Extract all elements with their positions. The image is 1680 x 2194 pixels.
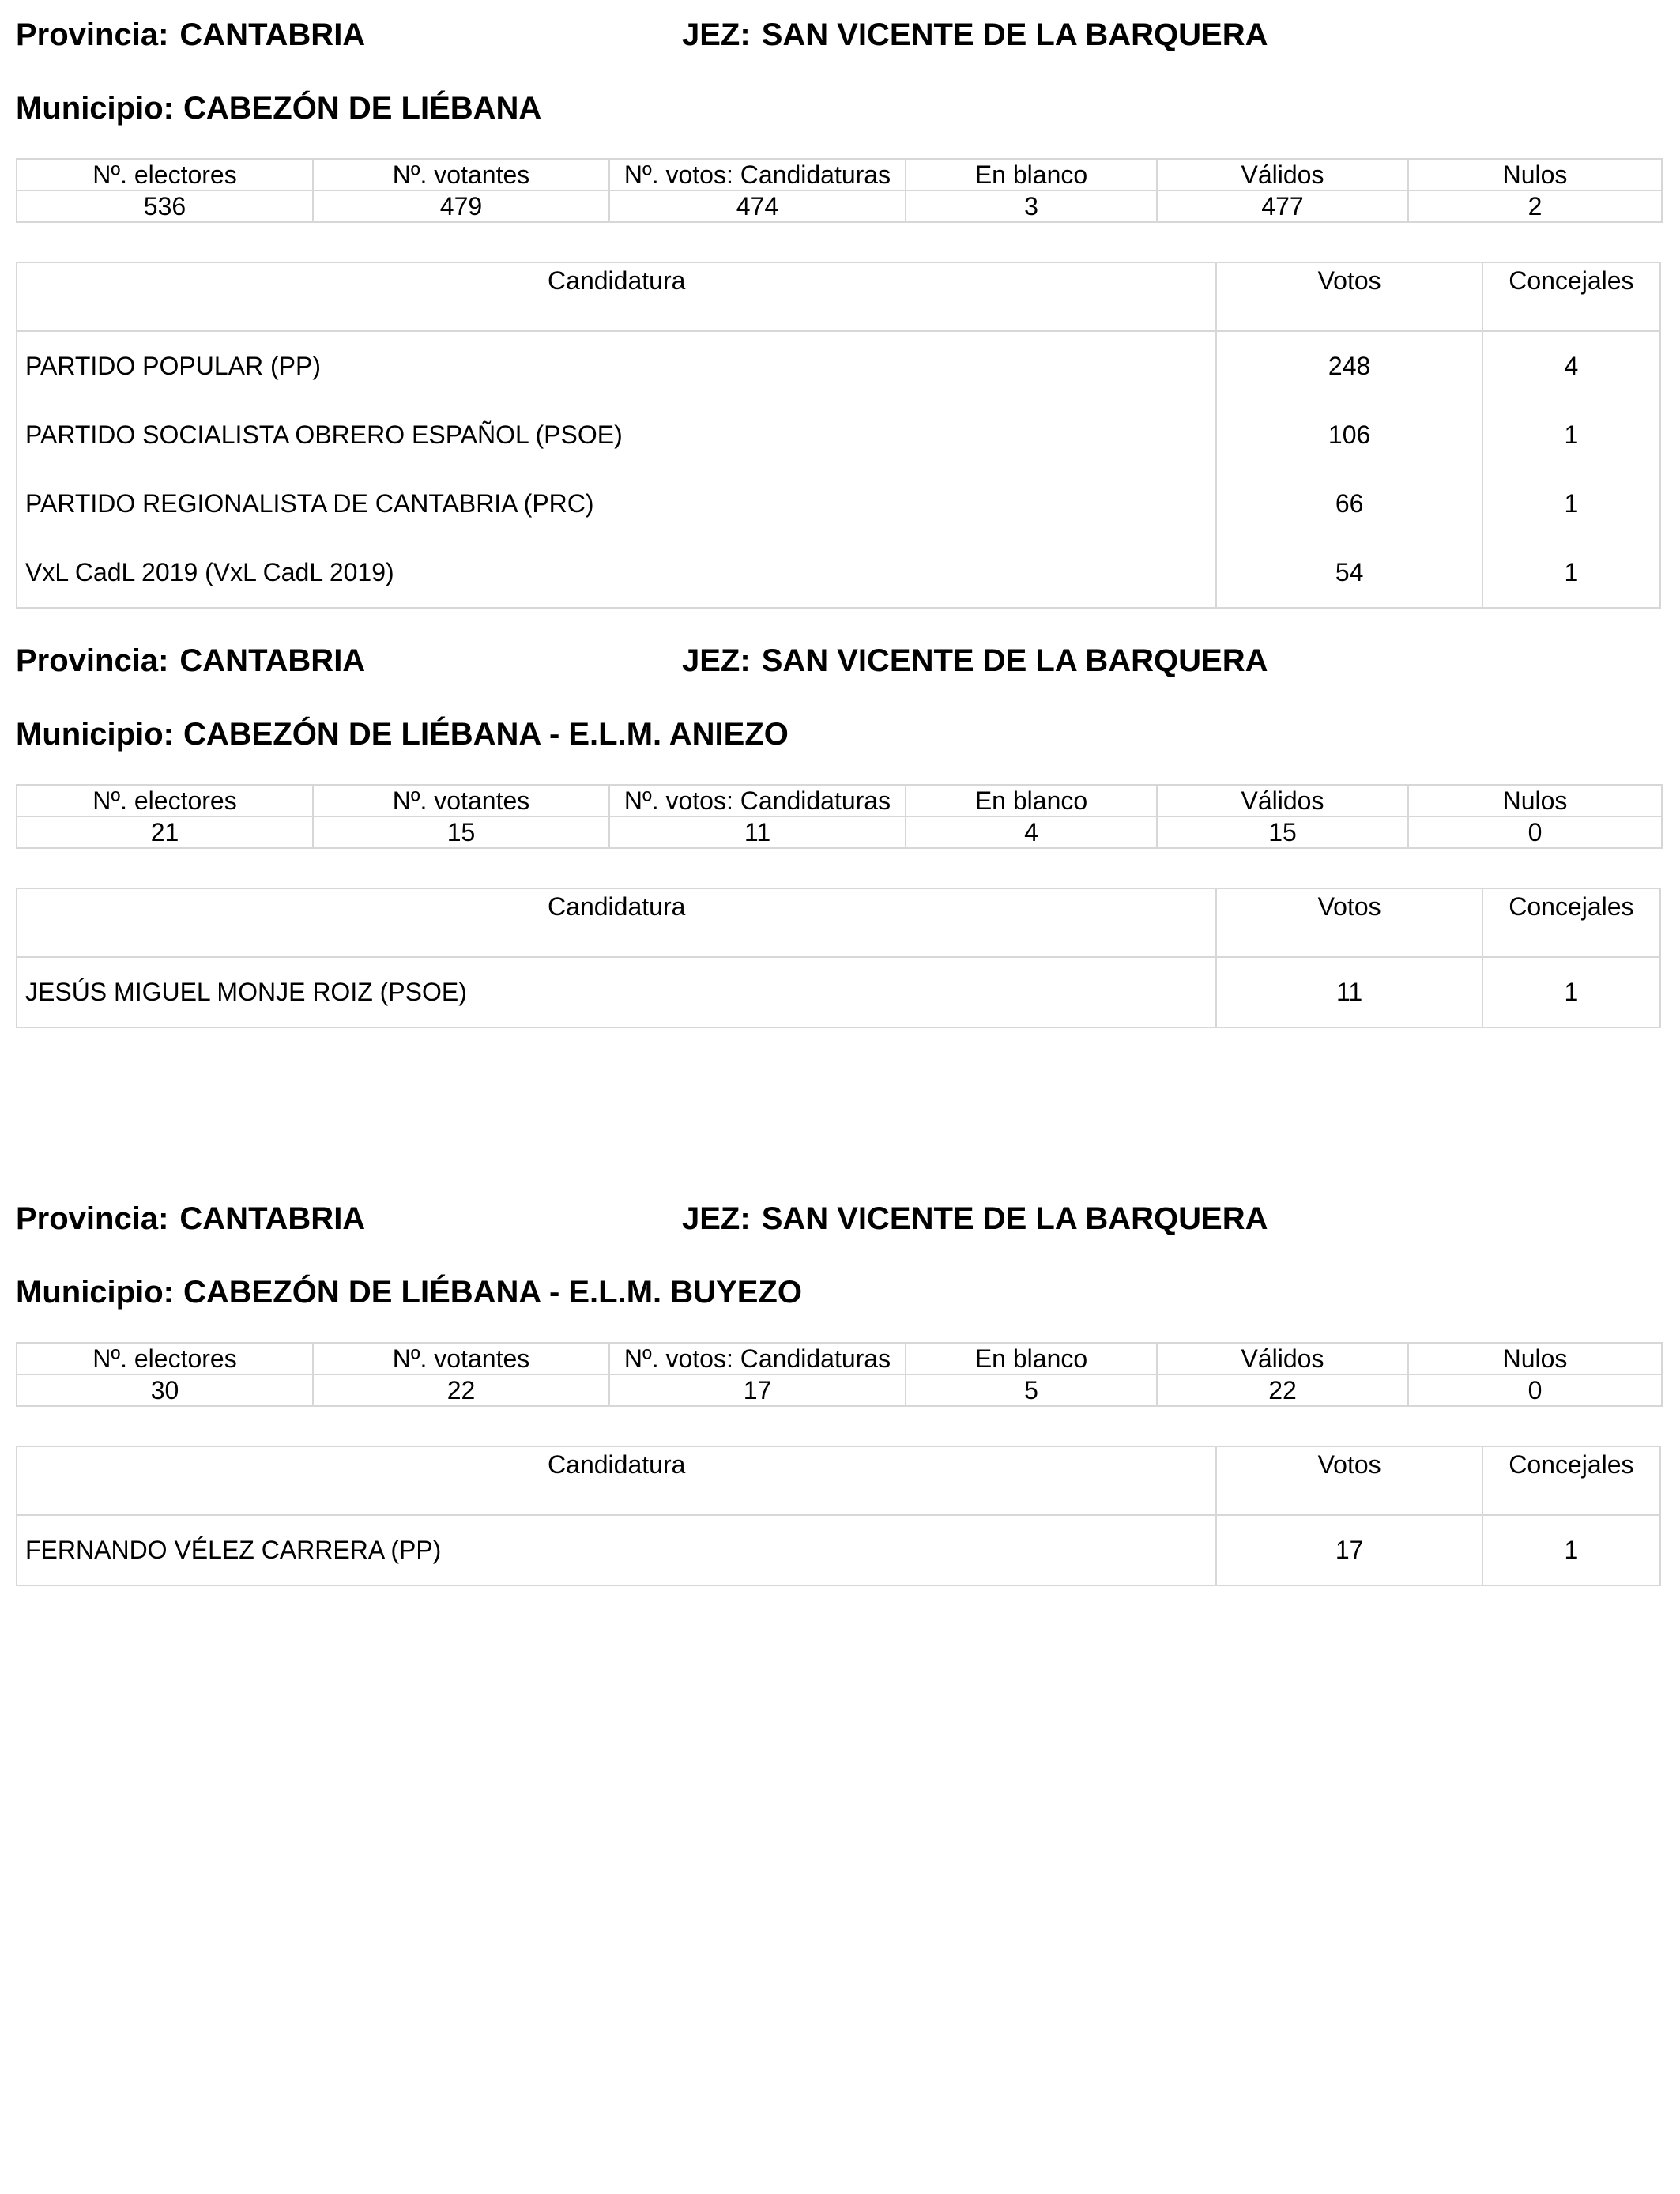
provincia-label: Provincia: <box>16 1201 169 1236</box>
candidature-councillors: 1 <box>1482 538 1660 608</box>
table-row <box>17 1515 1660 1585</box>
stats-value-electores: 21 <box>17 816 313 848</box>
stats-header-electores: Nº. electores <box>17 1343 313 1374</box>
stats-value-blanco: 5 <box>906 1374 1157 1406</box>
stats-header-validos: Válidos <box>1157 159 1408 190</box>
candidature-name: PARTIDO POPULAR (PP) <box>25 352 321 380</box>
table-row <box>17 538 1660 608</box>
stats-table <box>16 784 1663 849</box>
stats-table <box>16 158 1663 223</box>
stats-value-nulos: 2 <box>1408 190 1662 222</box>
jez-value: SAN VICENTE DE LA BARQUERA <box>761 643 1268 678</box>
municipio-label: Municipio: <box>16 91 174 126</box>
stats-value-row <box>17 816 1662 848</box>
provincia-value: CANTABRIA <box>179 643 366 678</box>
stats-header-votos_cand: Nº. votos: Candidaturas <box>609 1343 906 1374</box>
table-row <box>17 331 1660 401</box>
provincia-heading <box>16 1200 365 1238</box>
stats-header-blanco: En blanco <box>906 159 1157 190</box>
stats-value-votos_cand: 11 <box>609 816 906 848</box>
stats-value-electores: 30 <box>17 1374 313 1406</box>
stats-header-votantes: Nº. votantes <box>313 1343 609 1374</box>
municipio-label: Municipio: <box>16 1275 174 1310</box>
candidatura-header: Candidatura <box>17 262 1216 331</box>
municipio-heading <box>16 1273 802 1311</box>
candidature-votes: 54 <box>1216 538 1482 608</box>
candidatura-header: Candidatura <box>17 1446 1216 1515</box>
candidature-name: JESÚS MIGUEL MONJE ROIZ (PSOE) <box>25 978 467 1006</box>
candidature-councillors: 4 <box>1482 331 1660 401</box>
stats-header-votos_cand: Nº. votos: Candidaturas <box>609 785 906 816</box>
candidatures-table <box>16 888 1661 1028</box>
candidature-councillors: 1 <box>1482 401 1660 469</box>
stats-value-blanco: 3 <box>906 190 1157 222</box>
jez-heading <box>682 16 1268 54</box>
stats-header-nulos: Nulos <box>1408 159 1662 190</box>
stats-value-votantes: 22 <box>313 1374 609 1406</box>
jez-label: JEZ: <box>682 643 751 678</box>
stats-value-row <box>17 190 1662 222</box>
candidature-name: PARTIDO REGIONALISTA DE CANTABRIA (PRC) <box>25 489 594 518</box>
stats-table <box>16 1342 1663 1407</box>
stats-value-validos: 15 <box>1157 816 1408 848</box>
municipio-value: CABEZÓN DE LIÉBANA - E.L.M. BUYEZO <box>183 1275 802 1310</box>
votos-header: Votos <box>1216 888 1482 957</box>
stats-header-validos: Válidos <box>1157 1343 1408 1374</box>
stats-header-row <box>17 1343 1662 1374</box>
jez-value: SAN VICENTE DE LA BARQUERA <box>761 1201 1268 1236</box>
votos-header: Votos <box>1216 262 1482 331</box>
stats-value-row <box>17 1374 1662 1406</box>
stats-value-nulos: 0 <box>1408 1374 1662 1406</box>
votos-header: Votos <box>1216 1446 1482 1515</box>
stats-value-votos_cand: 474 <box>609 190 906 222</box>
table-row <box>17 957 1660 1027</box>
stats-header-electores: Nº. electores <box>17 785 313 816</box>
candidatures-header-row <box>17 888 1660 957</box>
concejales-header: Concejales <box>1482 262 1660 331</box>
stats-value-votantes: 15 <box>313 816 609 848</box>
stats-header-electores: Nº. electores <box>17 159 313 190</box>
candidature-votes: 66 <box>1216 469 1482 538</box>
candidatures-header-row <box>17 262 1660 331</box>
jez-label: JEZ: <box>682 1201 751 1236</box>
concejales-header: Concejales <box>1482 1446 1660 1515</box>
candidature-votes: 17 <box>1216 1515 1482 1585</box>
provincia-value: CANTABRIA <box>179 1201 366 1236</box>
candidature-name: VxL CadL 2019 (VxL CadL 2019) <box>25 558 394 586</box>
provincia-label: Provincia: <box>16 643 169 678</box>
stats-header-nulos: Nulos <box>1408 785 1662 816</box>
stats-value-validos: 22 <box>1157 1374 1408 1406</box>
table-row <box>17 401 1660 469</box>
jez-label: JEZ: <box>682 17 751 52</box>
municipio-value: CABEZÓN DE LIÉBANA - E.L.M. ANIEZO <box>183 717 789 752</box>
provincia-value: CANTABRIA <box>179 17 366 52</box>
municipio-heading <box>16 89 541 127</box>
stats-header-blanco: En blanco <box>906 1343 1157 1374</box>
stats-value-validos: 477 <box>1157 190 1408 222</box>
stats-header-votantes: Nº. votantes <box>313 159 609 190</box>
jez-heading <box>682 642 1268 680</box>
municipio-label: Municipio: <box>16 717 174 752</box>
candidature-votes: 248 <box>1216 331 1482 401</box>
candidature-name: PARTIDO SOCIALISTA OBRERO ESPAÑOL (PSOE) <box>25 420 623 449</box>
stats-value-nulos: 0 <box>1408 816 1662 848</box>
candidature-councillors: 1 <box>1482 469 1660 538</box>
candidatures-header-row <box>17 1446 1660 1515</box>
candidatures-table <box>16 262 1661 609</box>
candidatura-header: Candidatura <box>17 888 1216 957</box>
jez-value: SAN VICENTE DE LA BARQUERA <box>761 17 1268 52</box>
candidature-name: FERNANDO VÉLEZ CARRERA (PP) <box>25 1536 442 1564</box>
provincia-label: Provincia: <box>16 17 169 52</box>
candidature-councillors: 1 <box>1482 957 1660 1027</box>
stats-header-row <box>17 159 1662 190</box>
stats-value-votos_cand: 17 <box>609 1374 906 1406</box>
provincia-heading <box>16 16 365 54</box>
candidature-councillors: 1 <box>1482 1515 1660 1585</box>
candidature-votes: 11 <box>1216 957 1482 1027</box>
stats-value-votantes: 479 <box>313 190 609 222</box>
stats-header-validos: Válidos <box>1157 785 1408 816</box>
stats-value-blanco: 4 <box>906 816 1157 848</box>
municipio-value: CABEZÓN DE LIÉBANA <box>183 91 542 126</box>
stats-header-nulos: Nulos <box>1408 1343 1662 1374</box>
jez-heading <box>682 1200 1268 1238</box>
stats-header-votantes: Nº. votantes <box>313 785 609 816</box>
candidature-votes: 106 <box>1216 401 1482 469</box>
table-row <box>17 469 1660 538</box>
candidatures-table <box>16 1446 1661 1586</box>
stats-header-row <box>17 785 1662 816</box>
stats-header-votos_cand: Nº. votos: Candidaturas <box>609 159 906 190</box>
concejales-header: Concejales <box>1482 888 1660 957</box>
stats-value-electores: 536 <box>17 190 313 222</box>
provincia-heading <box>16 642 365 680</box>
municipio-heading <box>16 715 789 753</box>
stats-header-blanco: En blanco <box>906 785 1157 816</box>
